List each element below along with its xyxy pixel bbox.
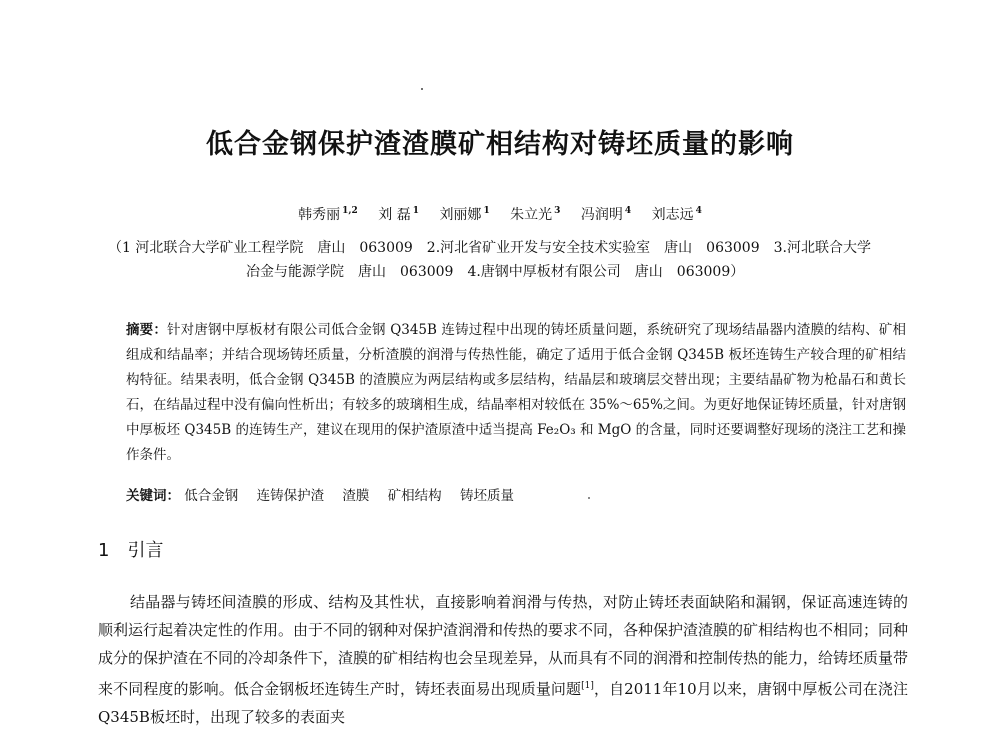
- author-affiliation-mark: 1,2: [342, 206, 358, 217]
- scan-speck: [588, 497, 590, 499]
- keyword: 低合金钢: [184, 488, 239, 504]
- author-name: 刘丽娜: [439, 207, 482, 223]
- abstract-label: 摘要：: [126, 322, 168, 338]
- section-number: 1: [98, 540, 110, 561]
- body-text: [98, 588, 908, 731]
- keyword: 连铸保护渣: [256, 488, 325, 504]
- author-affiliation-mark: 1: [483, 206, 490, 217]
- author-name: 刘 磊: [378, 207, 411, 223]
- author-name: 冯润明: [580, 207, 623, 223]
- affiliation-line: 冶金与能源学院 唐山 063009 4.唐钢中厚板材有限公司 唐山 063009）: [246, 264, 745, 280]
- author-name: 朱立光: [510, 207, 553, 223]
- paper-title: 低合金钢保护渣渣膜矿相结构对铸坯质量的影响: [206, 129, 794, 160]
- author: [652, 207, 702, 223]
- author: [510, 207, 560, 223]
- keyword: 渣膜: [342, 488, 370, 504]
- affiliation-line: （1 河北联合大学矿业工程学院 唐山 063009 2.河北省矿业开发与安全技术实验室 唐山 063009 3.河北联合大学: [108, 240, 871, 256]
- author-affiliation-mark: 1: [412, 206, 419, 217]
- keywords: [126, 484, 528, 504]
- paragraph: [98, 588, 908, 731]
- author: [378, 207, 419, 223]
- author-affiliation-mark: 4: [695, 206, 702, 217]
- author-name: 韩秀丽: [298, 207, 341, 223]
- abstract-text: 针对唐钢中厚板材有限公司低合金钢 Q345B 连铸过程中出现的铸坯质量问题，系统研究了现场结晶器内渣膜的结构、矿相组成和结晶率；并结合现场铸坯质量，分析渣膜的润滑与传热性能，确定了适用于低合金钢 Q345B 板坯连铸生产较合理的矿相结构特征。结果表明，低合金钢 Q345B 的渣膜应为两层结构或多层结构，结晶层和玻璃层交替出现；主要结晶矿物为枪晶石和黄长石，在结晶过程中没有偏向性析出；有较多的玻璃相生成，结晶率相对较低在 35%～65%之间。为更好地保证铸坯质量，针对唐钢中厚板坯 Q345B 的连铸生产，建议在现用的保护渣原渣中适当提高 Fe₂O₃ 和 MgO 的含量，同时还要调整好现场的浇注工艺和操作条件。: [126, 322, 906, 463]
- author-name: 刘志远: [651, 207, 694, 223]
- keywords-label: 关键词：: [126, 488, 180, 504]
- keyword: 铸坯质量: [459, 488, 514, 504]
- author-affiliation-mark: 3: [554, 206, 561, 217]
- section-title: 引言: [127, 540, 164, 561]
- citation: [1]: [581, 681, 594, 691]
- keyword: 矿相结构: [387, 488, 442, 504]
- scan-speck: [421, 88, 423, 90]
- paragraph-text: 结晶器与铸坯间渣膜的形成、结构及其性状，直接影响着润滑与传热，对防止铸坯表面缺陷和漏钢，保证高速连铸的顺利运行起着决定性的作用。由于不同的钢种对保护渣润滑和传热的要求不同，各种保护渣渣膜的矿相结构也不相同；同种成分的保护渣在不同的冷却条件下，渣膜的矿相结构也会呈现差异，从而具有不同的润滑和控制传热的能力，给铸坯质量带来不同程度的影响。低合金钢板坯连铸生产时，铸坯表面易出现质量问题: [98, 593, 909, 698]
- author: [581, 207, 631, 223]
- author: [439, 207, 489, 223]
- section-heading: [98, 536, 163, 562]
- author: [298, 207, 358, 223]
- author-affiliation-mark: 4: [624, 206, 632, 217]
- abstract: [98, 318, 906, 468]
- paragraph-text: ，自2011年10月以来，唐钢中厚板公司在浇注Q345B板坯时，出现了较多的表面夹: [98, 680, 908, 726]
- author-list: [0, 204, 1000, 224]
